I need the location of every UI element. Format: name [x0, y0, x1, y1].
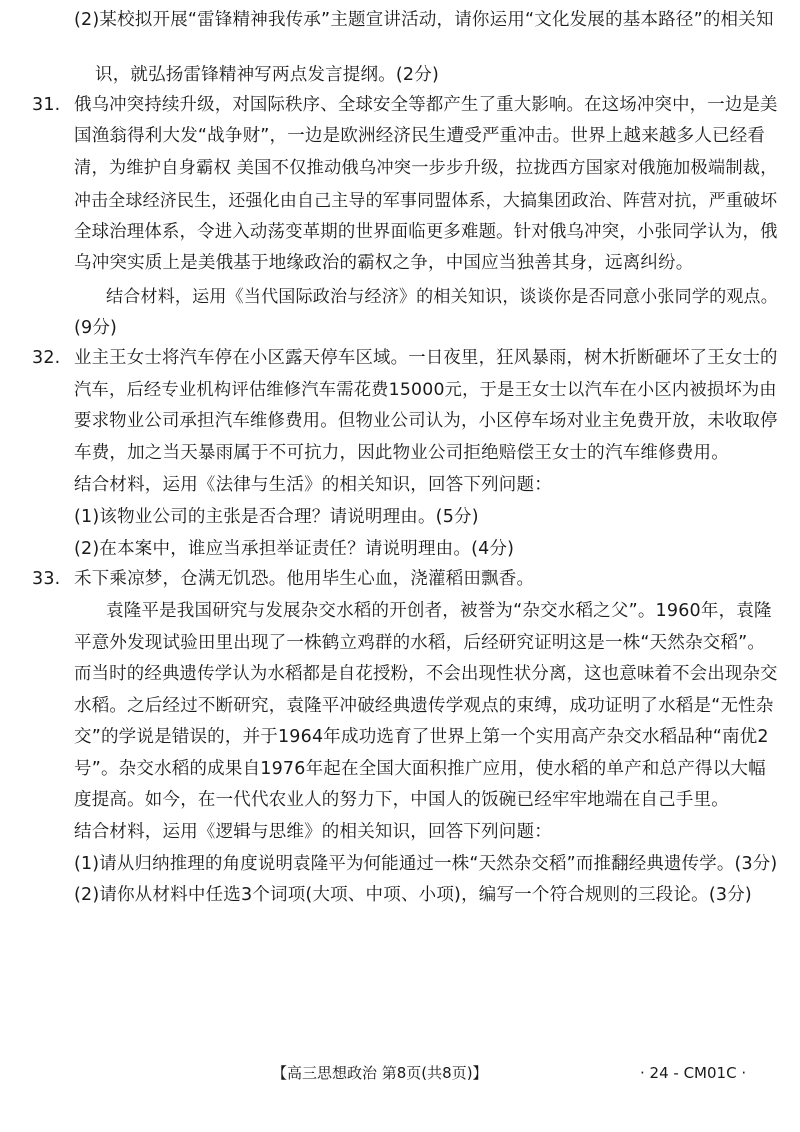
q32-number: 32. [32, 348, 61, 368]
footer-page-info: 【高三思想政治 第8页(共8页)】 [272, 1064, 488, 1082]
q32-question: 结合材料，运用《法律与生活》的相关知识，回答下列问题： [74, 475, 552, 495]
q30-sub2-line2: 识，就弘扬雷锋精神写两点发言提纲。(2分) [95, 65, 439, 85]
q33-sub1: (1)请从归纳推理的角度说明袁隆平为何能通过一株“天然杂交稻”而推翻经典遗传学。(3分) [74, 854, 778, 874]
q31-material-line: 国渔翁得利大发“战争财”，一边是欧洲经济民生遭受严重冲击。世界上越来越多人已经看 [74, 126, 766, 146]
q32-sub1: (1)该物业公司的主张是否合理？请说明理由。(5分) [74, 507, 479, 527]
q33-material-line: 平意外发现试验田里出现了一株鹤立鸡群的水稻，后经研究证明这是一株“天然杂交稻”。 [74, 633, 766, 653]
q33-poem: 禾下乘凉梦，仓满无饥恐。他用毕生心血，浇灌稻田飘香。 [74, 569, 535, 589]
q31-points: (9分) [74, 318, 118, 338]
q33-number: 33. [32, 569, 61, 589]
q33-material-line: 袁隆平是我国研究与发展杂交水稻的开创者，被誉为“杂交水稻之父”。1960年，袁隆 [106, 601, 772, 621]
q32-material-line: 汽车，后经专业机构评估维修汽车需花费15000元，于是王女士以汽车在小区内被损坏为由 [74, 380, 777, 400]
q33-material-line: 号”。杂交水稻的成果自1976年起在全国大面积推广应用，使水稻的单产和总产得以大幅 [74, 759, 766, 779]
q33-material-line: 交”的学说是错误的，并于1964年成功选育了世界上第一个实用高产杂交水稻品种“南优2 [74, 727, 769, 747]
footer-code: · 24 - CM01C · [640, 1064, 747, 1082]
q31-question: 结合材料，运用《当代国际政治与经济》的相关知识，谈谈你是否同意小张同学的观点。 [106, 287, 779, 307]
q33-sub2: (2)请你从材料中任选3个词项(大项、中项、小项)，编写一个符合规则的三段论。(3分) [74, 885, 752, 905]
q33-question: 结合材料，运用《逻辑与思维》的相关知识，回答下列问题： [74, 822, 552, 842]
q32-sub2: (2)在本案中，谁应当承担举证责任？请说明理由。(4分) [74, 539, 515, 559]
q32-material-line: 要求物业公司承担汽车维修费用。但物业公司认为，小区停车场对业主免费开放，未收取停 [74, 411, 778, 431]
q33-material-line: 度提高。如今，在一代代农业人的努力下，中国人的饭碗已经牢牢地端在自己手里。 [74, 790, 729, 810]
q31-number: 31. [32, 95, 61, 115]
q31-material-line: 冲击全球经济民生，还强化由自己主导的军事同盟体系，大搞集团政治、阵营对抗，严重破坏 [74, 190, 778, 210]
q31-material-line: 乌冲突实质上是美俄基于地缘政治的霸权之争，中国应当独善其身，远离纠纷。 [74, 253, 694, 273]
q31-material-line: 全球治理体系，令进入动荡变革期的世界面临更多难题。针对俄乌冲突，小张同学认为，俄 [74, 222, 778, 242]
q33-material-line: 而当时的经典遗传学认为水稻都是自花授粉，不会出现性状分离，这也意味着不会出现杂交 [74, 664, 778, 684]
q32-material-line: 车费，加之当天暴雨属于不可抗力，因此物业公司拒绝赔偿王女士的汽车维修费用。 [74, 443, 729, 463]
q30-sub2-line1: (2)某校拟开展“雷锋精神我传承”主题宣讲活动，请你运用“文化发展的基本路径”的相关知 [74, 10, 774, 30]
q32-material-line: 业主王女士将汽车停在小区露天停车区域。一日夜里，狂风暴雨，树木折断砸坏了王女士的 [74, 348, 778, 368]
q31-material-line: 清，为维护自身霸权 美国不仅推动俄乌冲突一步步升级，拉拢西方国家对俄施加极端制裁， [74, 158, 778, 178]
q31-material-line: 俄乌冲突持续升级，对国际秩序、全球安全等都产生了重大影响。在这场冲突中，一边是美 [74, 95, 778, 115]
q33-material-line: 水稻。之后经过不断研究，袁隆平冲破经典遗传学观点的束缚，成功证明了水稻是“无性杂 [74, 696, 774, 716]
